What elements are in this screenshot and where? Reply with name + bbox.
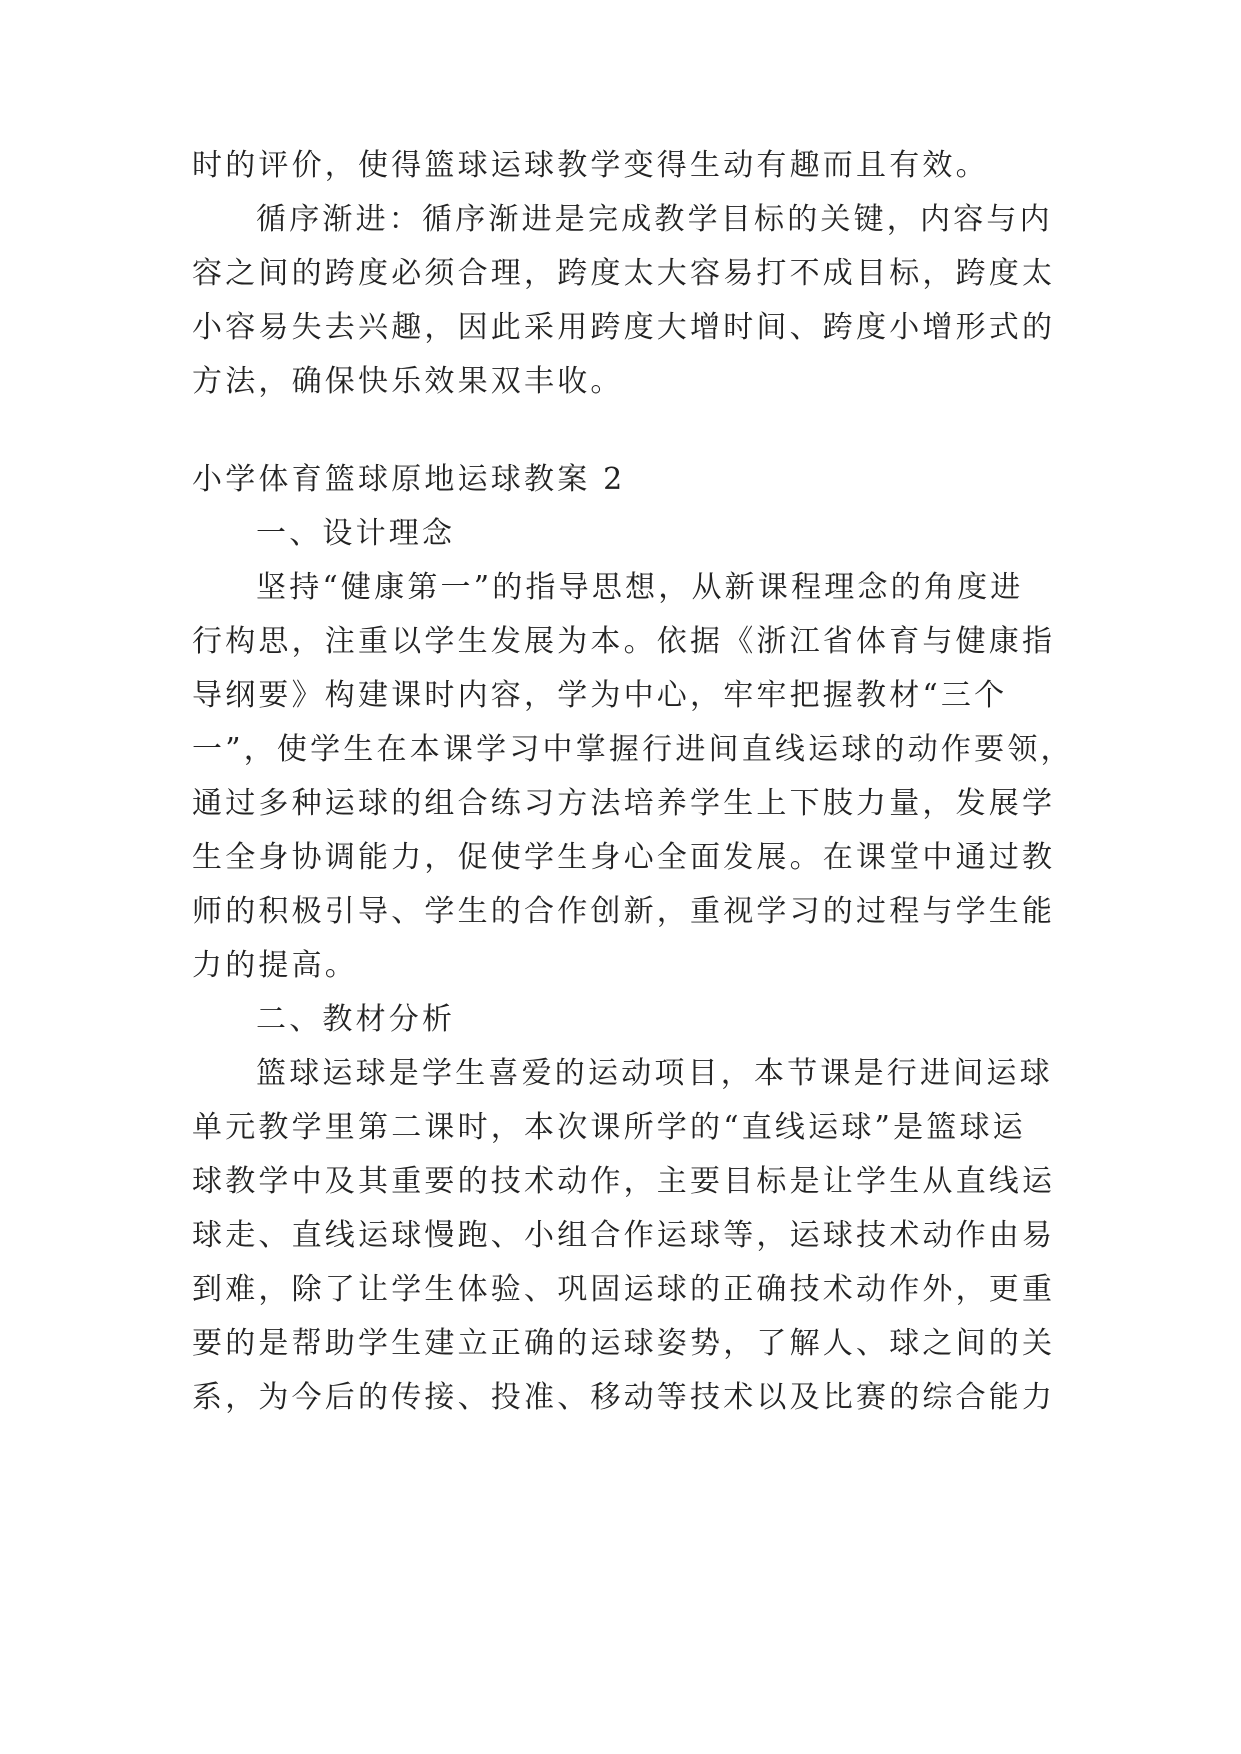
paragraph-line: 行构思，注重以学生发展为本。依据《浙江省体育与健康指 [192, 624, 1056, 659]
paragraph-line: 小容易失去兴趣，因此采用跨度大增时间、跨度小增形式的 [192, 310, 1056, 345]
paragraph-line: 坚持“健康第一”的指导思想，从新课程理念的角度进 [256, 570, 1024, 605]
paragraph-line: 方法，确保快乐效果双丰收。 [192, 364, 624, 399]
paragraph-line: 生全身协调能力，促使学生身心全面发展。在课堂中通过教 [192, 840, 1056, 875]
paragraph-line: 导纲要》构建课时内容，学为中心，牢牢把握教材“三个 [192, 678, 1008, 713]
document-title: 小学体育篮球原地运球教案 2 [192, 462, 626, 497]
paragraph-line: 通过多种运球的组合练习方法培养学生上下肢力量，发展学 [192, 786, 1056, 821]
paragraph-line: 篮球运球是学生喜爱的运动项目，本节课是行进间运球 [256, 1056, 1053, 1091]
section-heading: 一、设计理念 [256, 516, 456, 551]
paragraph-line: 要的是帮助学生建立正确的运球姿势，了解人、球之间的关 [192, 1326, 1056, 1361]
paragraph-line: 时的评价，使得篮球运球教学变得生动有趣而且有效。 [192, 148, 989, 183]
paragraph-line: 一”，使学生在本课学习中掌握行进间直线运球的动作要领， [192, 732, 1074, 767]
paragraph-line: 球走、直线运球慢跑、小组合作运球等，运球技术动作由易 [192, 1218, 1056, 1253]
paragraph-line: 系，为今后的传接、投准、移动等技术以及比赛的综合能力 [192, 1380, 1056, 1415]
paragraph-line: 容之间的跨度必须合理，跨度太大容易打不成目标，跨度太 [192, 256, 1056, 291]
paragraph-line: 师的积极引导、学生的合作创新，重视学习的过程与学生能 [192, 894, 1056, 929]
section-heading: 二、教材分析 [256, 1002, 456, 1037]
paragraph-line: 球教学中及其重要的技术动作，主要目标是让学生从直线运 [192, 1164, 1056, 1199]
paragraph-line: 循序渐进：循序渐进是完成教学目标的关键，内容与内 [256, 202, 1053, 237]
paragraph-line: 力的提高。 [192, 948, 358, 983]
paragraph-line: 单元教学里第二课时，本次课所学的“直线运球”是篮球运 [192, 1110, 1026, 1145]
paragraph-line: 到难，除了让学生体验、巩固运球的正确技术动作外，更重 [192, 1272, 1056, 1307]
